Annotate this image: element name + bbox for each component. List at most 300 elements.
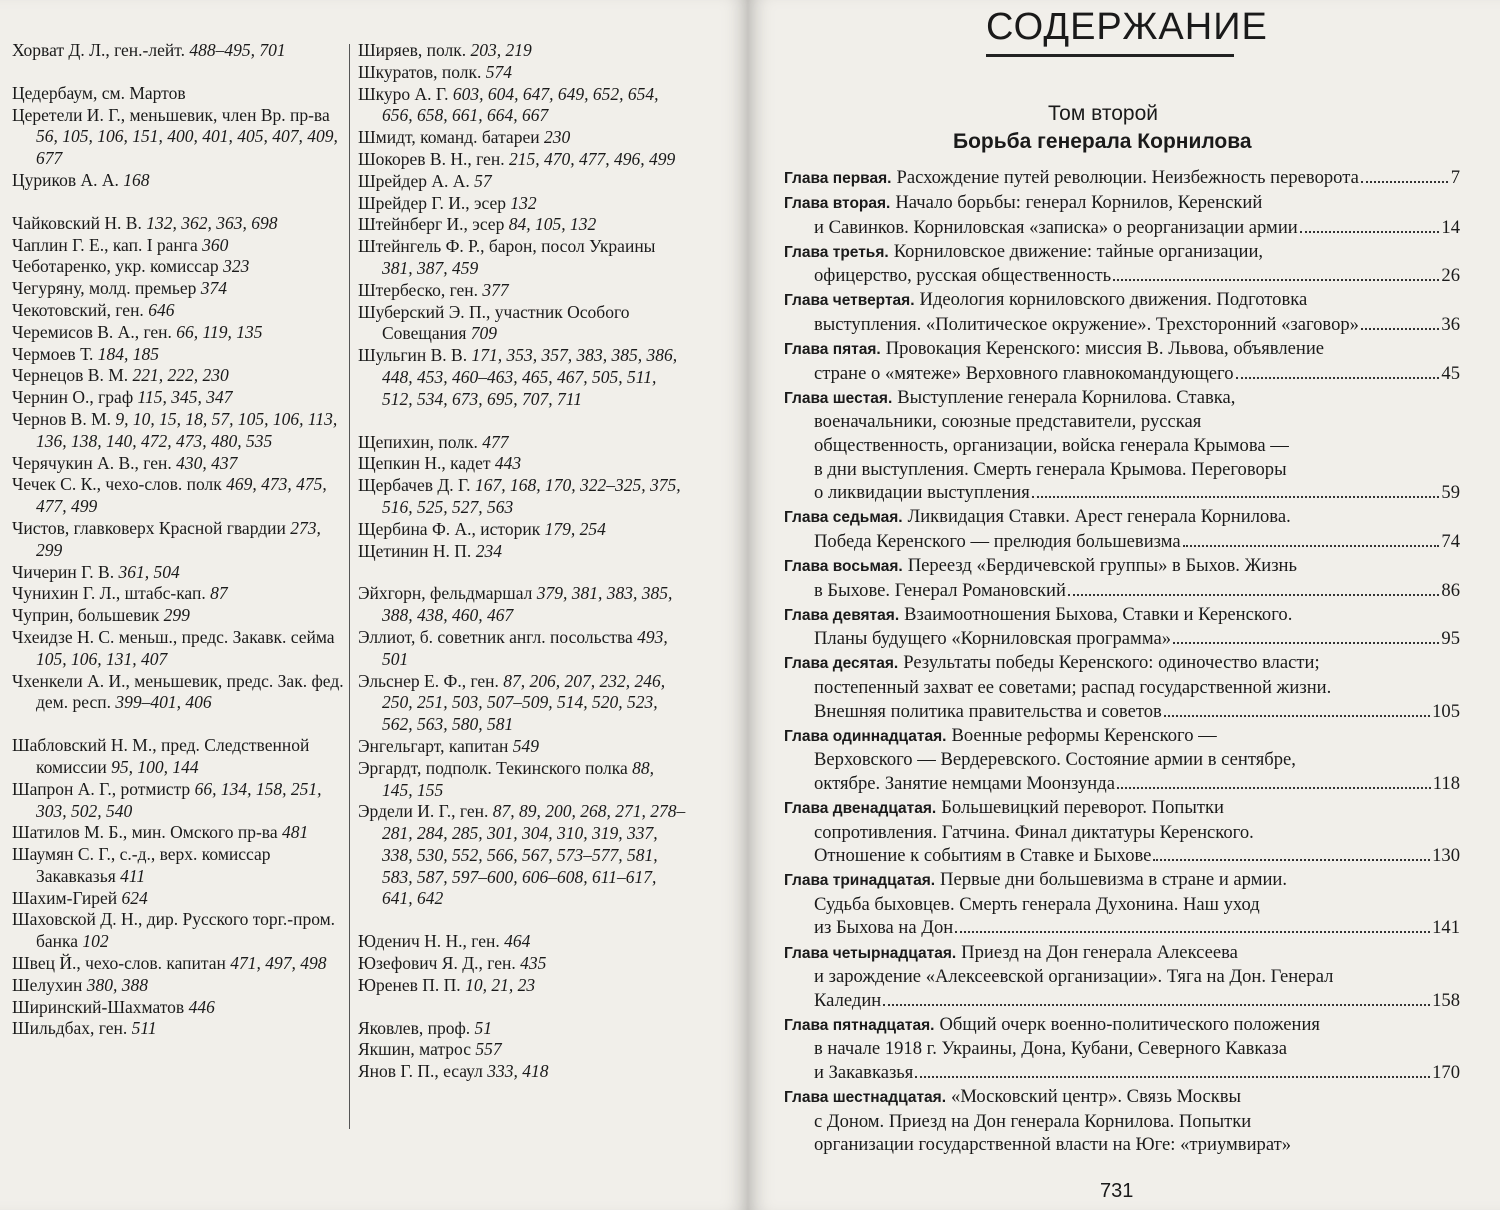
index-entry-pages: 299 xyxy=(163,605,190,626)
index-entry-name: Шкуратов, полк. xyxy=(358,61,482,82)
index-entry-name: Яковлев, проф. xyxy=(358,1017,471,1038)
index-entry xyxy=(12,909,347,953)
chapter-page-number: 14 xyxy=(1441,216,1460,238)
index-entry-pages: 115, 345, 347 xyxy=(137,387,233,408)
toc-line xyxy=(784,434,1460,458)
index-entry xyxy=(12,256,347,278)
index-entry-pages: 574 xyxy=(485,61,513,82)
chapter-page-number: 118 xyxy=(1432,772,1460,794)
index-entry-name: Шелухин xyxy=(12,974,83,995)
index-entry xyxy=(12,409,347,453)
chapter-page-number: 59 xyxy=(1441,482,1460,504)
index-entry xyxy=(12,605,347,627)
chapter-label: Глава шестнадцатая. xyxy=(784,1089,947,1107)
index-entry-pages: 443 xyxy=(494,453,522,474)
index-entry xyxy=(358,1018,688,1040)
index-entry-name: Эллиот, б. советник англ. посольства xyxy=(358,626,633,647)
chapter-text: Переезд «Бердичевской группы» в Быхов. Жизнь xyxy=(907,555,1297,576)
chapter-page-number: 130 xyxy=(1432,845,1460,867)
index-entry xyxy=(12,844,347,888)
index-entry xyxy=(358,475,688,519)
chapter-text: Внешняя политика правительства и советов xyxy=(814,700,1162,722)
volume-label: Том второй xyxy=(1048,102,1158,125)
chapter-label: Глава шестая. xyxy=(784,389,893,407)
index-entry xyxy=(12,344,347,366)
chapter-text: в Быхове. Генерал Романовский xyxy=(814,579,1066,601)
chapter-text: Начало борьбы: генерал Корнилов, Керенский xyxy=(895,192,1263,214)
chapter-text: Ликвидация Ставки. Арест генерала Корнилова. xyxy=(907,506,1291,528)
index-entry-pages: 179, 254 xyxy=(544,518,606,539)
index-entry-pages: 203, 219 xyxy=(470,40,532,60)
index-entry-name: Шуберский Э. П., участник Особого Совещания xyxy=(358,301,630,344)
index-entry-pages: 435 xyxy=(520,953,547,974)
part-title: Борьба генерала Корнилова xyxy=(953,130,1252,153)
index-entry xyxy=(358,1039,688,1061)
index-entry-pages: 234 xyxy=(475,540,502,561)
toc-line xyxy=(784,796,1460,821)
toc-line xyxy=(784,288,1460,313)
index-entry-name: Эрдели И. Г., ген. xyxy=(358,801,489,822)
index-entry-pages: 132 xyxy=(510,192,537,213)
index-entry-pages: 557 xyxy=(475,1039,502,1060)
chapter-text: Военные реформы Керенского — xyxy=(951,724,1217,746)
index-entry xyxy=(12,888,347,910)
toc-line xyxy=(784,1085,1460,1110)
index-entry-pages: 374 xyxy=(200,278,228,299)
index-entry xyxy=(358,453,688,475)
index-entry xyxy=(12,83,347,105)
index-entry-pages: 360 xyxy=(202,234,229,255)
index-entry-name: Чуприн, большевик xyxy=(12,605,160,626)
index-entry-pages: 51 xyxy=(474,1017,493,1038)
chapter-label: Глава третья. xyxy=(784,243,889,261)
index-entry xyxy=(358,671,688,736)
toc-chapter xyxy=(784,554,1460,602)
toc-line xyxy=(784,579,1460,603)
index-entry-name: Щепкин Н., кадет xyxy=(358,453,491,474)
index-entry-name: Штейнберг И., эсер xyxy=(358,214,505,235)
chapter-page-number: 36 xyxy=(1441,314,1460,336)
index-entry xyxy=(358,1061,688,1083)
toc-line xyxy=(784,337,1460,362)
dot-leader xyxy=(915,1076,1430,1078)
chapter-page-number: 170 xyxy=(1432,1061,1460,1083)
chapter-page-number: 26 xyxy=(1441,265,1460,287)
chapter-text: Приезд на Дон генерала Алексеева xyxy=(961,941,1238,963)
index-entry-pages: 66, 134, 158, 251, 303, 502, 540 xyxy=(36,778,322,821)
index-entry-name: Чекотовский, ген. xyxy=(12,299,144,320)
chapter-text: Расхождение путей революции. Неизбежность переворота xyxy=(896,167,1359,188)
index-entry-name: Штейнгель Ф. Р., барон, посол Украины xyxy=(358,236,656,257)
index-entry-pages: 9, 10, 15, 18, 57, 105, 106, 113, 136, 138, 140, 472, 473, 480, 535 xyxy=(36,408,338,451)
index-entry-pages: 377 xyxy=(482,279,509,300)
index-entry-pages: 430, 437 xyxy=(176,452,238,473)
chapter-text: из Быхова на Дон xyxy=(814,917,954,939)
chapter-text: Результаты победы Керенского: одиночество власти; xyxy=(903,652,1320,674)
index-entry xyxy=(358,432,688,454)
dot-leader xyxy=(1236,377,1440,379)
chapter-page-number: 95 xyxy=(1441,628,1460,650)
index-letter-gap xyxy=(12,62,347,83)
index-entry xyxy=(12,953,347,975)
chapter-text: и Закавказья xyxy=(814,1061,914,1083)
chapter-text: Отношение к событиям в Ставке и Быхове xyxy=(814,845,1152,867)
index-entry-name: Чечек С. К., чехо-слов. полк xyxy=(12,474,222,495)
index-entry-name: Чаплин Г. Е., кап. I ранга xyxy=(12,234,198,255)
index-entry-pages: 361, 504 xyxy=(118,561,180,582)
toc-chapter xyxy=(784,603,1460,651)
index-entry-name: Ширинский-Шахматов xyxy=(12,996,185,1017)
dot-leader xyxy=(1068,594,1439,596)
index-entry-name: Шкуро А. Г. xyxy=(358,83,449,104)
chapter-label: Глава вторая. xyxy=(784,195,891,213)
index-entry-name: Чайковский Н. В. xyxy=(12,212,142,233)
chapter-label: Глава десятая. xyxy=(784,655,899,673)
toc-chapter xyxy=(784,1013,1460,1085)
index-entry xyxy=(12,235,347,257)
toc-chapter xyxy=(784,191,1460,239)
index-entry-name: Штербеско, ген. xyxy=(358,279,479,300)
index-entry-pages: 379, 381, 383, 385, 388, 438, 460, 467 xyxy=(382,583,673,626)
index-entry-name: Шрейдер Г. И., эсер xyxy=(358,192,506,213)
toc-line xyxy=(784,893,1460,917)
index-entry-pages: 411 xyxy=(120,865,146,886)
toc-line xyxy=(784,748,1460,772)
index-entry-pages: 603, 604, 647, 649, 652, 654, 656, 658, 661, 664, 667 xyxy=(382,83,659,126)
index-entry xyxy=(12,518,347,562)
index-entry-pages: 477 xyxy=(482,431,509,452)
index-entry xyxy=(358,975,688,997)
chapter-text: и зарождение «Алексеевской организации». Тяга на Дон. Генерал xyxy=(814,966,1334,988)
toc-chapter xyxy=(784,651,1460,723)
toc-line xyxy=(784,313,1460,337)
index-entry-pages: 10, 21, 23 xyxy=(465,974,536,995)
toc-chapter xyxy=(784,941,1460,1013)
index-entry-pages: 399–401, 406 xyxy=(115,692,212,713)
chapter-label: Глава седьмая. xyxy=(784,509,903,527)
toc-line xyxy=(784,410,1460,434)
index-entry xyxy=(12,997,347,1019)
index-entry xyxy=(12,474,347,518)
chapter-text: организации государственной власти на Юге: «триумвират» xyxy=(814,1134,1292,1156)
index-entry xyxy=(12,105,347,170)
toc-line xyxy=(784,386,1460,411)
index-entry-pages: 709 xyxy=(470,323,497,344)
index-entry-name: Янов Г. П., есаул xyxy=(358,1061,483,1082)
index-entry-name: Цедербаум, см. Мартов xyxy=(12,82,186,103)
chapter-text: общественность, организации, войска генерала Крымова — xyxy=(814,435,1289,457)
toc-line xyxy=(784,941,1460,966)
index-entry-name: Шахим-Гирей xyxy=(12,887,118,908)
dot-leader xyxy=(1183,545,1440,547)
index-entry-name: Шатилов М. Б., мин. Омского пр-ва xyxy=(12,822,278,843)
index-entry-pages: 215, 470, 477, 496, 499 xyxy=(508,148,676,169)
chapter-text: сопротивления. Гатчина. Финал диктатуры Керенского. xyxy=(814,821,1254,843)
chapter-label: Глава первая. xyxy=(784,170,892,187)
chapter-text: Провокация Керенского: миссия В. Львова, объявление xyxy=(885,338,1325,360)
index-entry-name: Юзефович Я. Д., ген. xyxy=(358,953,516,974)
index-entry-name: Чеботаренко, укр. комиссар xyxy=(12,256,219,277)
index-entry xyxy=(358,758,688,802)
index-entry-pages: 646 xyxy=(148,299,175,320)
index-entry xyxy=(358,84,688,128)
index-entry xyxy=(358,62,688,84)
index-entry xyxy=(12,671,347,715)
index-entry-name: Чичерин Г. В. xyxy=(12,561,115,582)
index-entry-name: Юренев П. П. xyxy=(358,974,461,995)
chapter-page-number: 74 xyxy=(1441,530,1460,552)
toc-line xyxy=(784,166,1460,191)
index-entry-name: Щетинин Н. П. xyxy=(358,540,472,561)
chapter-page-number: 45 xyxy=(1441,362,1460,384)
index-entry xyxy=(358,627,688,671)
index-letter-gap xyxy=(12,714,347,735)
index-entry-name: Швец Й., чехо-слов. капитан xyxy=(12,953,226,974)
toc-chapter xyxy=(784,240,1460,288)
dot-leader xyxy=(1117,787,1431,789)
index-entry xyxy=(358,236,688,280)
chapter-text: о ликвидации выступления xyxy=(814,482,1030,504)
index-entry xyxy=(12,213,347,235)
index-entry-name: Чернов В. М. xyxy=(12,408,112,429)
index-entry-pages: 469, 473, 475, 477, 499 xyxy=(36,474,327,517)
index-entry-pages: 481 xyxy=(281,822,309,843)
toc-line xyxy=(784,530,1460,554)
index-letter-gap xyxy=(358,997,688,1018)
index-entry xyxy=(358,127,688,149)
index-entry xyxy=(12,322,347,344)
left-page-name-index xyxy=(0,0,748,1210)
index-entry-pages: 56, 105, 106, 151, 400, 401, 405, 407, 409, 677 xyxy=(36,126,338,169)
index-letter-gap xyxy=(358,562,688,583)
toc-line xyxy=(784,1133,1460,1157)
chapter-text: Идеология корниловского движения. Подготовка xyxy=(919,289,1308,311)
index-entry-pages: 95, 100, 144 xyxy=(111,756,199,777)
index-entry-pages: 105, 106, 131, 407 xyxy=(36,648,168,669)
chapter-text: «Московский центр». Связь Москвы xyxy=(951,1086,1242,1108)
chapter-text: Верховского — Вердеревского. Состояние армии в сентябре, xyxy=(814,749,1296,771)
index-letter-gap xyxy=(358,910,688,931)
chapter-label: Глава четырнадцатая. xyxy=(784,944,957,962)
index-entry-name: Шульгин В. В. xyxy=(358,345,468,366)
index-entry xyxy=(12,822,347,844)
index-entry xyxy=(358,519,688,541)
chapter-text: Общий очерк военно-политического положения xyxy=(939,1013,1320,1035)
toc-line xyxy=(784,651,1460,676)
index-entry-pages: 132, 362, 363, 698 xyxy=(146,212,278,233)
index-entry-pages: 171, 353, 357, 383, 385, 386, 448, 453, 460–463, 465, 467, 505, 511, 512, 534, 673, 695, 707, 711 xyxy=(382,345,678,409)
index-entry xyxy=(12,170,347,192)
toc-line xyxy=(784,240,1460,265)
index-entry-name: Шмидт, команд. батареи xyxy=(358,127,540,148)
contents-heading: СОДЕРЖАНИЕ xyxy=(986,6,1268,48)
index-entry-name: Шокорев В. Н., ген. xyxy=(358,148,505,169)
chapter-text: в начале 1918 г. Украины, Дона, Кубани, Северного Кавказа xyxy=(814,1038,1287,1060)
chapter-text: Большевицкий переворот. Попытки xyxy=(941,796,1224,818)
index-entry-name: Шильдбах, ген. xyxy=(12,1018,128,1039)
index-entry-name: Чистов, главковерх Красной гвардии xyxy=(12,517,286,538)
chapter-text: Взаимоотношения Быхова, Ставки и Керенского. xyxy=(904,603,1293,625)
toc-line xyxy=(784,216,1460,240)
index-entry-pages: 221, 222, 230 xyxy=(132,365,229,386)
toc-line xyxy=(784,1013,1460,1038)
index-entry-pages: 624 xyxy=(121,887,148,908)
column-divider xyxy=(349,44,350,1129)
toc-line xyxy=(784,554,1460,579)
index-entry xyxy=(358,302,688,346)
toc-chapter xyxy=(784,868,1460,940)
index-entry xyxy=(12,975,347,997)
index-entry-name: Чхенкели А. И., меньшевик, предс. Зак. фед. дем. респ. xyxy=(12,670,344,713)
dot-leader xyxy=(1032,496,1440,498)
index-entry-pages: 380, 388 xyxy=(86,974,149,995)
index-entry xyxy=(358,149,688,171)
index-entry-name: Черемисов В. А., ген. xyxy=(12,321,172,342)
index-entry-pages: 84, 105, 132 xyxy=(508,214,597,235)
index-entry xyxy=(358,801,688,910)
index-entry-name: Щепихин, полк. xyxy=(358,431,478,452)
index-entry-name: Хорват Д. Л., ген.-лейт. xyxy=(12,40,185,60)
chapter-text: октябре. Занятие немцами Моонзунда xyxy=(814,772,1115,794)
dot-leader xyxy=(955,931,1430,933)
toc-chapter xyxy=(784,505,1460,553)
index-entry xyxy=(12,365,347,387)
toc-line xyxy=(784,481,1460,505)
chapter-page-number: 105 xyxy=(1432,700,1460,722)
chapter-text: и Савинков. Корниловская «записка» о реорганизации армии xyxy=(814,216,1298,238)
index-entry-pages: 471, 497, 498 xyxy=(230,953,327,974)
index-entry-name: Эльснер Е. Ф., ген. xyxy=(358,670,499,691)
index-entry-name: Щербачев Д. Г. xyxy=(358,475,471,496)
dot-leader xyxy=(1300,231,1440,233)
chapter-label: Глава девятая. xyxy=(784,606,900,624)
toc-chapter xyxy=(784,166,1460,191)
index-entry-pages: 57 xyxy=(474,170,492,191)
chapter-text: Планы будущего «Корниловская программа» xyxy=(814,628,1172,650)
index-entry xyxy=(358,345,688,410)
index-entry-name: Эйхгорн, фельдмаршал xyxy=(358,583,533,604)
chapter-label: Глава одиннадцатая. xyxy=(784,727,947,745)
toc-line xyxy=(784,603,1460,628)
index-entry-pages: 493, 501 xyxy=(382,626,668,669)
toc-line xyxy=(784,724,1460,749)
index-column-1 xyxy=(12,40,347,1040)
index-entry-name: Шапрон А. Г., ротмистр xyxy=(12,778,191,799)
index-entry-pages: 511 xyxy=(131,1018,157,1039)
index-entry-name: Чунихин Г. Л., штабс-кап. xyxy=(12,583,206,604)
dot-leader xyxy=(1153,859,1430,861)
index-entry-name: Ширяев, полк. xyxy=(358,40,467,60)
index-entry xyxy=(358,280,688,302)
toc-line xyxy=(784,772,1460,796)
dot-leader xyxy=(883,1004,1430,1006)
toc-chapter xyxy=(784,796,1460,868)
chapter-label: Глава пятнадцатая. xyxy=(784,1016,935,1034)
toc-chapter xyxy=(784,337,1460,385)
index-entry-name: Церетели И. Г., меньшевик, член Вр. пр-ва xyxy=(12,104,330,125)
index-entry-name: Якшин, матрос xyxy=(358,1039,471,1060)
toc-line xyxy=(784,676,1460,700)
chapter-text: Судьба быховцев. Смерть генерала Духонина. Наш уход xyxy=(814,893,1260,915)
chapter-text: офицерство, русская общественность xyxy=(814,265,1112,287)
index-letter-gap xyxy=(12,192,347,213)
chapter-text: в дни выступления. Смерть генерала Крымова. Переговоры xyxy=(814,458,1287,480)
chapter-text: Победа Керенского — прелюдия большевизма xyxy=(814,530,1181,552)
index-entry xyxy=(12,278,347,300)
index-entry-name: Эргардт, подполк. Текинского полка xyxy=(358,757,628,778)
index-letter-gap xyxy=(358,411,688,432)
index-entry xyxy=(358,953,688,975)
index-entry-pages: 323 xyxy=(223,256,250,277)
toc-line xyxy=(784,1061,1460,1085)
index-entry-pages: 87 xyxy=(210,583,228,604)
index-entry-pages: 381, 387, 459 xyxy=(382,257,479,278)
chapter-page-number: 86 xyxy=(1441,579,1460,601)
index-entry-pages: 88, 145, 155 xyxy=(382,757,655,800)
chapter-label: Глава пятая. xyxy=(784,341,881,359)
index-entry-pages: 230 xyxy=(543,127,571,148)
index-entry-name: Энгельгарт, капитан xyxy=(358,735,509,756)
toc-chapter xyxy=(784,724,1460,796)
index-entry-name: Черячукин А. В., ген. xyxy=(12,452,172,473)
toc-line xyxy=(784,362,1460,386)
index-entry xyxy=(358,40,688,62)
chapter-label: Глава двенадцатая. xyxy=(784,799,937,817)
index-entry xyxy=(12,453,347,475)
index-entry-name: Чхеидзе Н. С. меньш., предс. Закавк. сейма xyxy=(12,626,335,647)
chapter-label: Глава четвертая. xyxy=(784,292,915,310)
toc-line xyxy=(784,844,1460,868)
index-entry-name: Юденич Н. Н., ген. xyxy=(358,931,500,952)
chapter-page-number: 158 xyxy=(1432,989,1460,1011)
index-entry-pages: 168 xyxy=(123,169,150,190)
index-entry xyxy=(12,300,347,322)
index-entry xyxy=(358,193,688,215)
index-entry xyxy=(358,736,688,758)
right-page-contents xyxy=(748,0,1500,1210)
toc-line xyxy=(784,264,1460,288)
index-entry-pages: 184, 185 xyxy=(97,343,160,364)
toc-line xyxy=(784,965,1460,989)
index-entry-pages: 446 xyxy=(188,996,215,1017)
chapter-label: Глава тринадцатая. xyxy=(784,872,936,890)
index-entry-name: Шаумян С. Г., с.-д., верх. комиссар Закавказья xyxy=(12,844,271,886)
index-entry-pages: 87, 206, 207, 232, 246, 250, 251, 503, 507–509, 514, 520, 523, 562, 563, 580, 581 xyxy=(382,670,666,735)
index-entry-name: Чермоев Т. xyxy=(12,343,94,364)
index-entry xyxy=(358,931,688,953)
dot-leader xyxy=(1113,279,1439,281)
index-entry-pages: 549 xyxy=(512,735,540,756)
index-entry xyxy=(12,1018,347,1040)
page-number: 731 xyxy=(1100,1180,1134,1202)
toc-line xyxy=(784,458,1460,482)
index-entry xyxy=(358,171,688,193)
chapter-text: Каледин xyxy=(814,989,882,1011)
index-entry-name: Шаховской Д. Н., дир. Русского торг.-пром. банка xyxy=(12,909,336,952)
toc-line xyxy=(784,821,1460,845)
index-entry xyxy=(358,583,688,627)
chapter-text: Корниловское движение: тайные организации, xyxy=(893,240,1264,262)
toc-line xyxy=(784,868,1460,893)
chapter-text: постепенный захват ее советами; распад государственной жизни. xyxy=(814,676,1332,698)
toc-chapter xyxy=(784,1085,1460,1157)
index-entry xyxy=(12,387,347,409)
index-entry xyxy=(12,779,347,823)
index-entry-pages: 273, 299 xyxy=(36,517,321,560)
index-entry-pages: 102 xyxy=(82,931,109,952)
toc-line xyxy=(784,989,1460,1013)
index-entry-pages: 66, 119, 135 xyxy=(176,321,263,342)
